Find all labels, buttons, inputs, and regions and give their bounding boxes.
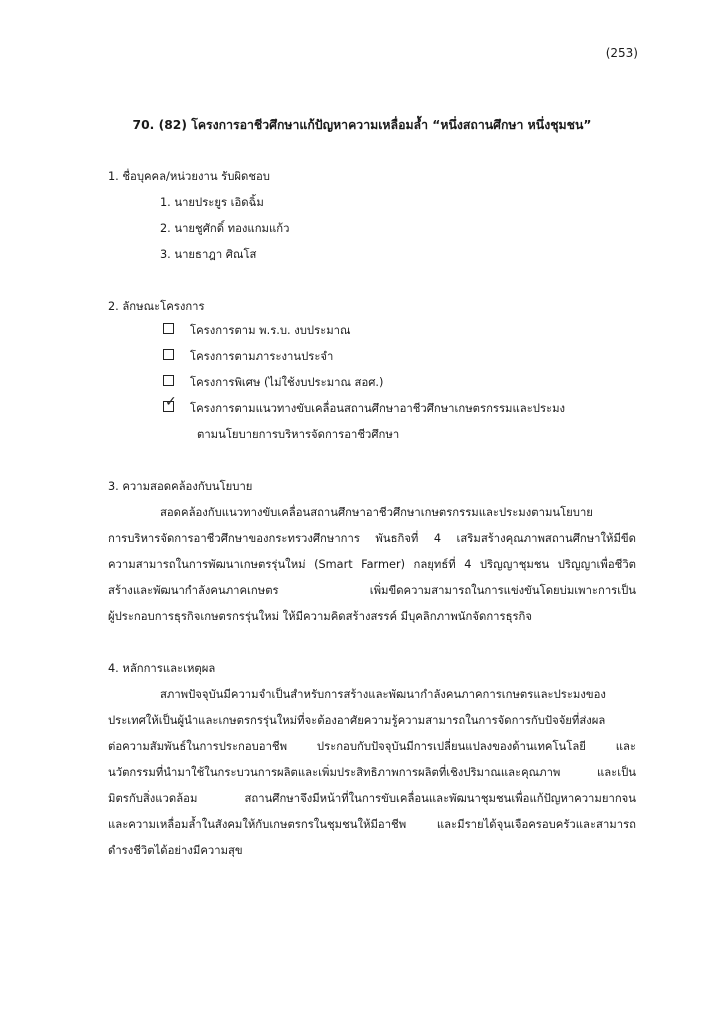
option-label-continued: ตามนโยบายการบริหารจัดการอาชีวศึกษา: [197, 428, 400, 441]
paragraph-line: ประเทศให้เป็นผู้นำและเกษตรกรรุ่นใหม่ที่จะต้องอาศัยความรู้ความสามารถในการจัดการกับปัจจัยที่ส่งผล: [108, 714, 606, 727]
section-3-heading: 3. ความสอดคล้องกับนโยบาย: [108, 480, 253, 493]
option-label: โครงการตามแนวทางขับเคลื่อนสถานศึกษาอาชีวศึกษาเกษตรกรรมและประมง: [190, 402, 566, 415]
option-label: โครงการตาม พ.ร.บ. งบประมาณ: [190, 324, 351, 337]
paragraph-line: และความเหลื่อมล้ำในสังคมให้กับเกษตรกรในชุมชนให้มีอาชีพ และมีรายได้จุนเจือครอบครัวและสามารถ: [108, 818, 636, 831]
paragraph-line: ดำรงชีวิตได้อย่างมีความสุข: [108, 844, 243, 857]
section-2-heading: 2. ลักษณะโครงการ: [108, 300, 205, 313]
paragraph-line: ผู้ประกอบการธุรกิจเกษตรกรรุ่นใหม่ ให้มีความคิดสร้างสรรค์ มีบุคลิกภาพนักจัดการธุรกิจ: [108, 610, 533, 623]
checkbox-routine-work[interactable]: [163, 349, 174, 360]
section-4-heading: 4. หลักการและเหตุผล: [108, 662, 216, 675]
option-label: โครงการตามภาระงานประจำ: [190, 350, 334, 363]
person-1: 1. นายประยูร เอิดฉิ้ม: [160, 196, 264, 209]
check-mark-icon: ✓: [165, 394, 177, 410]
page-title: 70. (82) โครงการอาชีวศึกษาแก้ปัญหาความเหลื่อมล้ำ “หนึ่งสถานศึกษา หนึ่งชุมชน”: [132, 118, 592, 132]
checkbox-budget-act[interactable]: [163, 323, 174, 334]
paragraph-line: นวัตกรรมที่นำมาใช้ในกระบวนการผลิตและเพิ่มประสิทธิภาพการผลิตที่เชิงปริมาณและคุณภาพ และเป็น: [108, 766, 636, 779]
person-2: 2. นายชูศักดิ์ ทองแกมแก้ว: [160, 222, 290, 235]
checkbox-agri-fishery-policy[interactable]: [163, 394, 177, 412]
paragraph-line: สภาพปัจจุบันมีความจำเป็นสำหรับการสร้างและพัฒนากำลังคนภาคการเกษตรและประมงของ: [160, 688, 606, 701]
person-3: 3. นายธาฎา ศิณโส: [160, 248, 257, 261]
page-number: (253): [605, 46, 638, 60]
paragraph-line: สอดคล้องกับแนวทางขับเคลื่อนสถานศึกษาอาชีวศึกษาเกษตรกรรมและประมงตามนโยบาย: [160, 506, 593, 519]
paragraph-line: ต่อความสัมพันธ์ในการประกอบอาชีพ ประกอบกับปัจจุบันมีการเปลี่ยนแปลงของด้านเทคโนโลยี และ: [108, 740, 636, 753]
paragraph-line: สร้างและพัฒนากำลังคนภาคเกษตร เพิ่มขีดความสามารถในการแข่งขันโดยบ่มเพาะการเป็น: [108, 584, 636, 597]
paragraph-line: ความสามารถในการพัฒนาเกษตรรุ่นใหม่ (Smart Farmer) กลยุทธ์ที่ 4 ปริญญาชุมชน ปริญญาเพื่อชีวิต: [108, 558, 636, 571]
section-1-heading: 1. ชื่อบุคคล/หน่วยงาน รับผิดชอบ: [108, 170, 270, 183]
paragraph-line: การบริหารจัดการอาชีวศึกษาของกระทรวงศึกษาการ พันธกิจที่ 4 เสริมสร้างคุณภาพสถานศึกษาให้มีขีด: [108, 532, 636, 545]
checkbox-special-project[interactable]: [163, 375, 174, 386]
paragraph-line: มิตรกับสิ่งแวดล้อม สถานศึกษาจึงมีหน้าที่ในการขับเคลื่อนและพัฒนาชุมชนเพื่อแก้ปัญหาความยากจน: [108, 792, 636, 805]
option-label: โครงการพิเศษ (ไม่ใช้งบประมาณ สอศ.): [190, 376, 384, 389]
